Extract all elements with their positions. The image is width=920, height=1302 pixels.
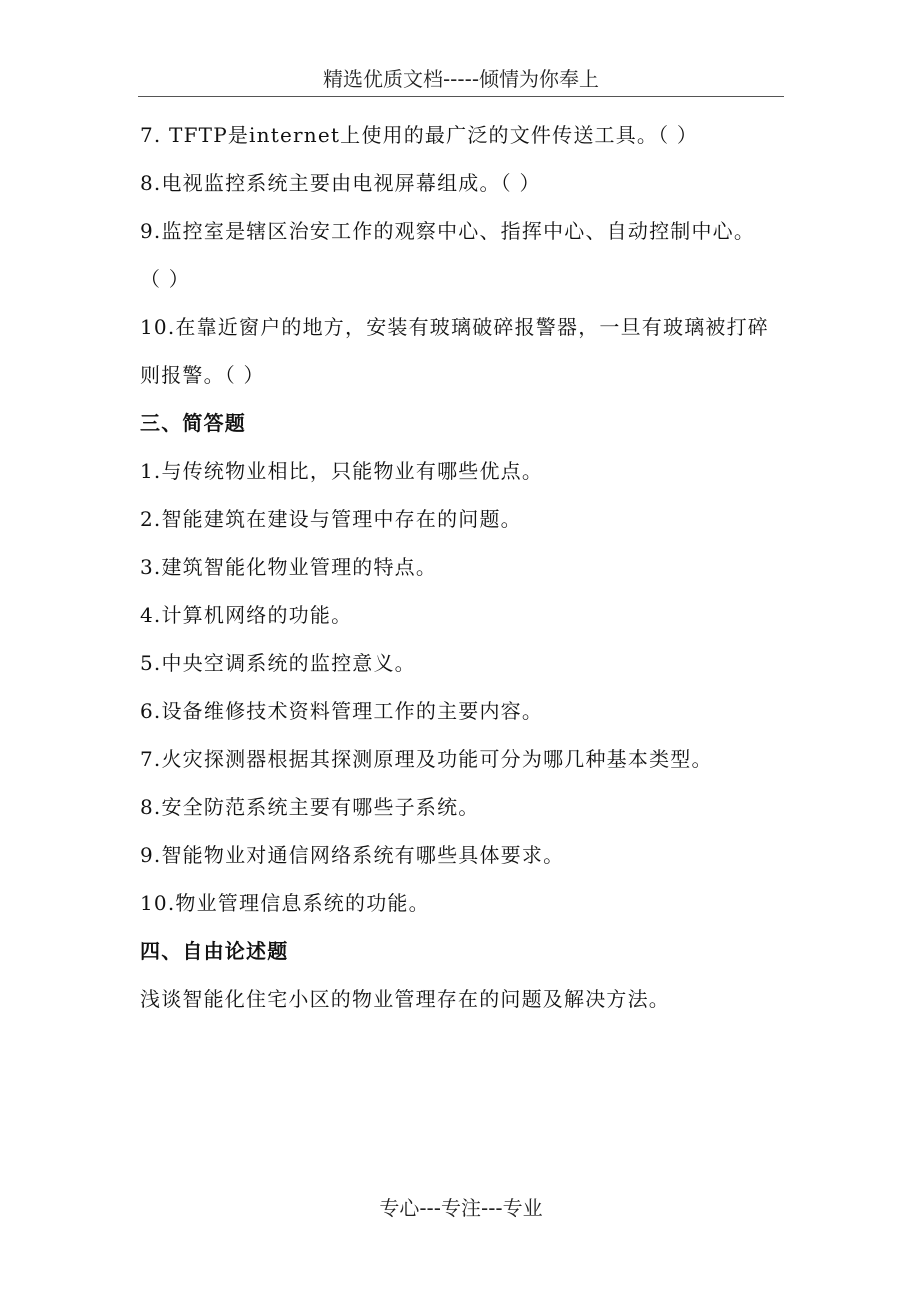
judgement-item-continuation: （ ） [140,267,190,291]
page-header: 精选优质文档-----倾情为你奉上 [322,67,600,91]
section-title-short-answer: 三、简答题 [140,411,246,435]
header-divider [138,96,784,97]
short-answer-item: 3.建筑智能化物业管理的特点。 [140,555,438,579]
judgement-item: 7. TFTP是internet上使用的最广泛的文件传送工具。（ ） [140,123,699,147]
short-answer-item: 9.智能物业对通信网络系统有哪些具体要求。 [140,843,565,867]
section-title-essay: 四、自由论述题 [140,939,289,963]
judgement-item: 10.在靠近窗户的地方，安装有玻璃破碎报警器，一旦有玻璃被打碎 [140,315,770,339]
short-answer-item: 6.设备维修技术资料管理工作的主要内容。 [140,699,544,723]
document-body [140,111,790,1023]
short-answer-item: 4.计算机网络的功能。 [140,603,353,627]
page-footer: 专心---专注---专业 [379,1196,543,1220]
judgement-item-continuation: 则报警。（ ） [140,363,265,387]
essay-item: 浅谈智能化住宅小区的物业管理存在的问题及解决方法。 [140,987,670,1011]
judgement-item: 9.监控室是辖区治安工作的观察中心、指挥中心、自动控制中心。 [140,219,756,243]
short-answer-item: 10.物业管理信息系统的功能。 [140,891,430,915]
short-answer-item: 8.安全防范系统主要有哪些子系统。 [140,795,480,819]
short-answer-item: 5.中央空调系统的监控意义。 [140,651,416,675]
short-answer-item: 1.与传统物业相比，只能物业有哪些优点。 [140,459,544,483]
short-answer-item: 7.火灾探测器根据其探测原理及功能可分为哪几种基本类型。 [140,747,713,771]
judgement-item: 8.电视监控系统主要由电视屏幕组成。（ ） [140,171,541,195]
short-answer-item: 2.智能建筑在建设与管理中存在的问题。 [140,507,522,531]
